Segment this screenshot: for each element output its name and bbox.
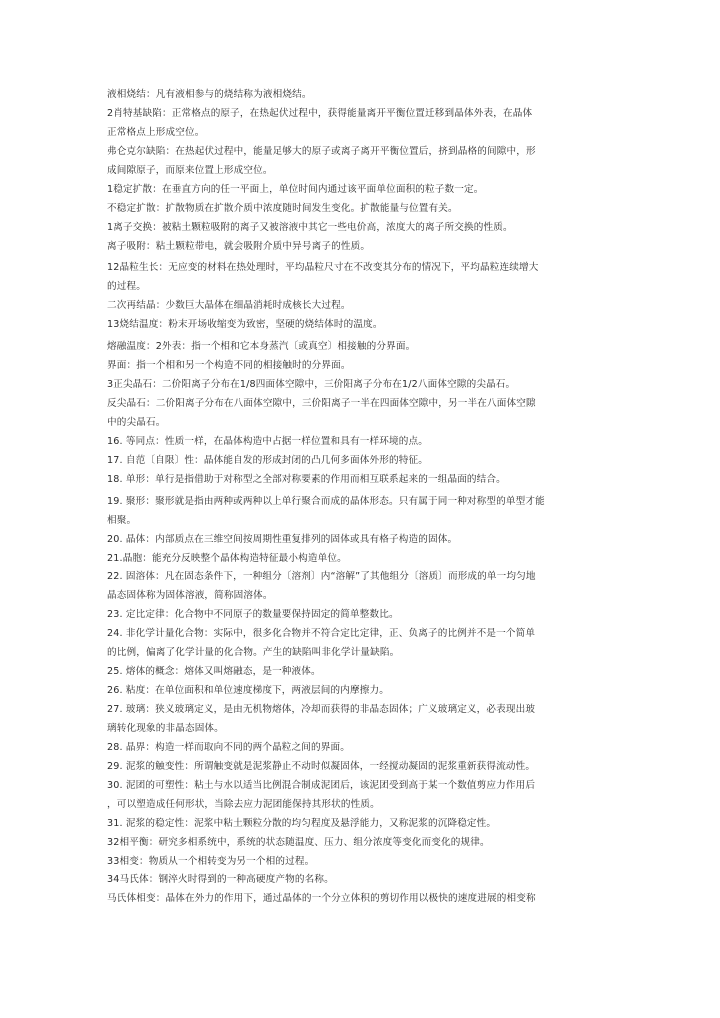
text-line: 16. 等同点：性质一样，在晶体构造中占据一样位置和具有一样环境的点。 <box>107 435 428 447</box>
text-line: 34马氏体：钢淬火时得到的一种高硬度产物的名称。 <box>107 874 334 886</box>
text-line: 1稳定扩散：在垂直方向的任一平面上，单位时间内通过该平面单位面积的粒子数一定。 <box>107 183 484 195</box>
text-line: 20. 晶体：内部质点在三维空间按周期性重复排列的固体或具有格子构造的固体。 <box>107 533 458 545</box>
text-line: 19. 聚形：聚形就是指由两种或两种以上单行聚合而成的晶体形态。只有属于同一种对称型的单型才能 <box>107 495 545 507</box>
text-line: 29. 泥浆的触变性：所谓触变就是泥浆静止不动时似凝固体，一经搅动凝固的泥浆重新获得流动性。 <box>107 760 536 772</box>
text-line: 中的尖晶石。 <box>107 416 166 428</box>
text-line: 3正尖晶石：二价阳离子分布在1/8四面体空隙中，三价阳离子分布在1/2八面体空隙的尖晶石。 <box>107 379 516 391</box>
text-line: 二次再结晶：少数巨大晶体在细晶消耗时成核长大过程。 <box>107 300 351 312</box>
document-body <box>107 86 612 909</box>
text-line: 离子吸附：粘土颗粒带电，就会吸附介质中异号离子的性质。 <box>107 240 371 252</box>
text-line: 25. 熔体的概念：熔体又叫熔融态，是一种液体。 <box>107 666 321 678</box>
text-line: ，可以塑造成任何形状，当除去应力泥团能保持其形状的性质。 <box>107 798 380 810</box>
text-line: 24. 非化学计量化合物：实际中，很多化合物并不符合定比定律，正、负离子的比例并不是一个简单 <box>107 628 536 640</box>
text-line: 32相平衡：研究多相系统中，系统的状态随温度、压力、组分浓度等变化而变化的规律。 <box>107 836 490 848</box>
text-line: 璃转化现象的非晶态固体。 <box>107 722 224 734</box>
text-line: 17. 自范〔自限〕性：晶体能自发的形成封闭的凸几何多面体外形的特征。 <box>107 454 428 466</box>
text-line: 界面：指一个相和另一个构造不同的相接触时的分界面。 <box>107 360 351 372</box>
text-line: 21.晶胞：能充分反映整个晶体构造特征最小构造单位。 <box>107 552 347 564</box>
text-line: 30. 泥团的可塑性：粘土与水以适当比例混合制成泥团后，该泥团受到高于某一个数值剪应力作用后 <box>107 779 536 791</box>
text-line: 23. 定比定律：化合物中不同原子的数量要保持固定的简单整数比。 <box>107 609 399 621</box>
text-line: 18. 单形：单行是指借助于对称型之全部对称要素的作用而相互联系起来的一组晶面的结合。 <box>107 473 506 485</box>
text-line: 26. 粘度：在单位面积和单位速度梯度下，两液层间的内摩擦力。 <box>107 685 389 697</box>
text-line: 13烧结温度：粉末开场收缩变为致密，坚硬的烧结体时的温度。 <box>107 319 383 331</box>
text-line: 不稳定扩散：扩散物质在扩散介质中浓度随时间发生变化。扩散能量与位置有关。 <box>107 202 458 214</box>
text-line: 液相烧结：凡有液相参与的烧结称为液相烧结。 <box>107 89 312 100</box>
text-line: 正常格点上形成空位。 <box>107 126 205 138</box>
text-line: 弗仑克尔缺陷：在热起伏过程中，能量足够大的原子或离子离开平衡位置后，挤到晶格的间隙中，形 <box>107 145 536 157</box>
text-line: 2肖特基缺陷：正常格点的原子，在热起伏过程中，获得能量离开平衡位置迁移到晶体外表，在晶体 <box>107 107 533 119</box>
text-line: 33相变：物质从一个相转变为另一个相的过程。 <box>107 855 315 867</box>
text-line: 相聚。 <box>107 514 137 526</box>
text-line: 1离子交换：被粘土颗粒吸附的离子又被溶液中其它一些电价高，浓度大的离子所交换的性质。 <box>107 221 513 233</box>
text-line: 成间隙原子，而原来位置上形成空位。 <box>107 164 273 176</box>
text-line: 31. 泥浆的稳定性：泥浆中粘土颗粒分散的均匀程度及悬浮能力，又称泥浆的沉降稳定性。 <box>107 817 497 829</box>
text-line: 的过程。 <box>107 281 146 293</box>
text-line: 22. 固溶体：凡在固态条件下，一种组分〔溶剂〕内“溶解”了其他组分〔溶质〕而形成的单一均匀地 <box>107 571 536 583</box>
text-line: 28. 晶界：构造一样而取向不同的两个晶粒之间的界面。 <box>107 741 351 753</box>
text-line: 熔融温度：2外表：指一个相和它本身蒸汽〔或真空〕相接触的分界面。 <box>107 341 416 353</box>
text-line: 反尖晶石：二价阳离子分布在八面体空隙中，三价阳离子一半在四面体空隙中，另一半在八面体空隙 <box>107 398 536 409</box>
text-line: 马氏体相变：晶体在外力的作用下，通过晶体的一个分立体积的剪切作用以极快的速度进展的相变称 <box>107 893 536 905</box>
text-line: 27. 玻璃：狭义玻璃定义，是由无机物熔体，冷却而获得的非晶态固体；广义玻璃定义，必表现出玻 <box>107 704 536 715</box>
text-line: 的比例，偏离了化学计量的化合物。产生的缺陷叫非化学计量缺陷。 <box>107 647 400 659</box>
text-line: 12晶粒生长：无应变的材料在热处理时，平均晶粒尺寸在不改变其分布的情况下，平均晶粒连续增大 <box>107 262 539 274</box>
text-line: 晶态固体称为固体溶液，简称固溶体。 <box>107 590 273 602</box>
